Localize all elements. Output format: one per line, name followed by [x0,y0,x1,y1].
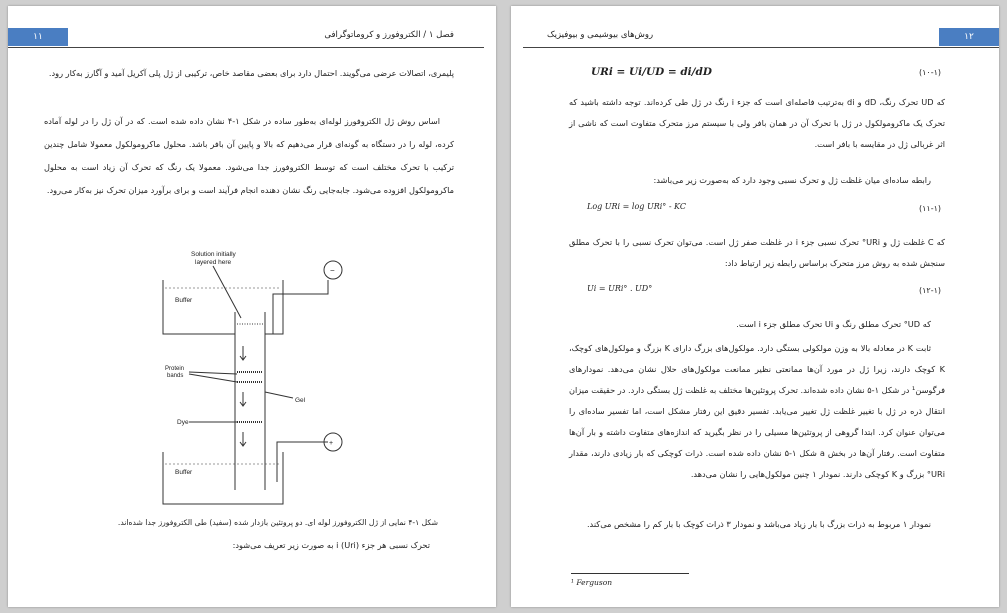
footnote: ¹ Ferguson [571,578,613,587]
paragraph: نمودار ۱ مربوط به ذرات بزرگ با بار زیاد می‌باشد و نمودار ۳ ذرات کوچک با بار کم را مشخص می‌کند. [586,519,931,529]
figure-label: + [329,440,334,447]
figure-label: Buffer [175,297,193,304]
figure-caption: شکل ۱-۴ نمایی از ژل الکتروفورز لوله ای. دو پروتئین بازدار شده (سفید) طی الکتروفورز جدا شده‌اند. [117,518,438,527]
gel-electrophoresis-figure [153,242,363,514]
figure-label: layered here [195,259,232,266]
figure-label: Dye [177,419,189,426]
paragraph: تحرک نسبی هر جزء i (Uri) به صورت زیر تعریف می‌شود: [232,540,430,550]
running-header: فصل ۱ / الکتروفورز و کروماتوگرافی [324,30,454,40]
figure-label: Gel [295,397,306,404]
paragraph: رابطه ساده‌ای میان غلظت ژل و تحرک نسبی وجود دارد که به‌صورت زیر می‌باشد: [653,175,931,185]
left-page [8,6,496,607]
running-header: روش‌های بیوشیمی و بیوفیزیک [547,30,654,40]
equation: URi = Ui/UD = di/dD [591,66,712,78]
page-number-tab: ۱۲ [939,28,999,46]
paragraph: که UD° تحرک مطلق رنگ و Ui تحرک مطلق جزء i است. [736,319,931,329]
figure-label: Buffer [175,469,193,476]
equation: Log URi = log URi° - KC [587,202,686,211]
page-number-tab: ۱۱ [8,28,68,46]
paragraph: که UD تحرک رنگ، dD و di به‌ترتیب فاصله‌ای است که جزء i رنگ در ژل طی کرده‌اند. توجه داشته باشید که تحرک یک ماکرومولکول در ژل با تحرک آن در همان بافر ولی با سیستم مرز متحرک متفاوت است که ناشی از اثر غربالی ژل در مقایسه با بافر است. [569,97,946,149]
figure-label: − [330,266,335,275]
equation-number: (۱۱-۱) [918,204,941,213]
paragraph: که C غلظت ژل و URi° تحرک نسبی جزء i در غلظت صفر ژل است. می‌توان تحرک نسبی را با تحرک مطلق سنجش شده به روش مرز متحرک براساس رابطه زیر ارتباط داد: [569,237,945,268]
footnote-rule [571,573,689,574]
paragraph: ثابت K در معادله بالا به وزن مولکولی بستگی دارد. مولکول‌های بزرگ دارای K بزرگ و مولکول‌های کوچک، K کوچک دارند، زیرا ژل در مورد آن‌ها ممانعتی نظیر ممانعت مولکول‌های حلال نشان می‌دهد. نمودارهای فرگوسن¹ در شکل ۱-۵ نشان داده شده‌اند. تحرک پروتئین‌ها مختلف به غلظت ژل بستگی دارد. در حقیقت میزان انتقال ذره در ژل با تغییر غلظت ژل تغییر می‌یابد. تفسیر دقیق این رفتار مشکل است، اما تفسیر ساده‌ای را می‌توان عنوان کرد. ابتدا گروهی از پروتئین‌ها مسیلی را در نظر بگیرید که اندازه‌های متفاوت داشته و بار آن‌ها متفاوت است. رفتار آن‌ها در بخش a شکل ۱-۵ نشان داده شده است. ذرات کوچکی که بار زیادی دارند، مقدار URi° بزرگ و K کوچکی دارند. نمودار ۱ چنین مولکول‌هایی را نشان می‌دهد. [569,343,945,479]
figure-label: Protein [165,366,185,372]
figure-label: Solution initially [191,251,236,258]
figure-label: bands [167,373,184,379]
paragraph: اساس روش ژل الکتروفورز لوله‌ای به‌طور ساده در شکل ۱-۴ نشان داده شده است. که در آن ژل را در لوله آماده کرده، لوله را در دستگاه به گونه‌ای قرار می‌دهیم که بالا و پایین آن بافر باشد. محلول ماکرومولکول معمولا شامل چندین ترکیب با تحرک مختلف است که توسط الکتروفورز جدا می‌شود. معمولا یک رنگ که تحرک آن زیاد است به محلول ماکرومولکول افزوده می‌شود. جابه‌جایی رنگ نشان دهنده انجام فرآیند است و برای برآورد میزان تحرک نیز به‌کار می‌رود. [44,116,454,195]
header-rule [8,47,484,48]
equation: Ui = URi° . UD° [587,284,653,293]
right-page [511,6,999,607]
equation-number: (۱۲-۱) [918,286,941,295]
header-rule [523,47,999,48]
equation-number: (۱۰-۱) [918,68,941,77]
paragraph: پلیمری، اتصالات عرضی می‌گویند. احتمال دارد برای بعضی مقاصد خاص، ترکیبی از ژل پلی آکریل آمید و آگارز به‌کار رود. [48,68,454,78]
